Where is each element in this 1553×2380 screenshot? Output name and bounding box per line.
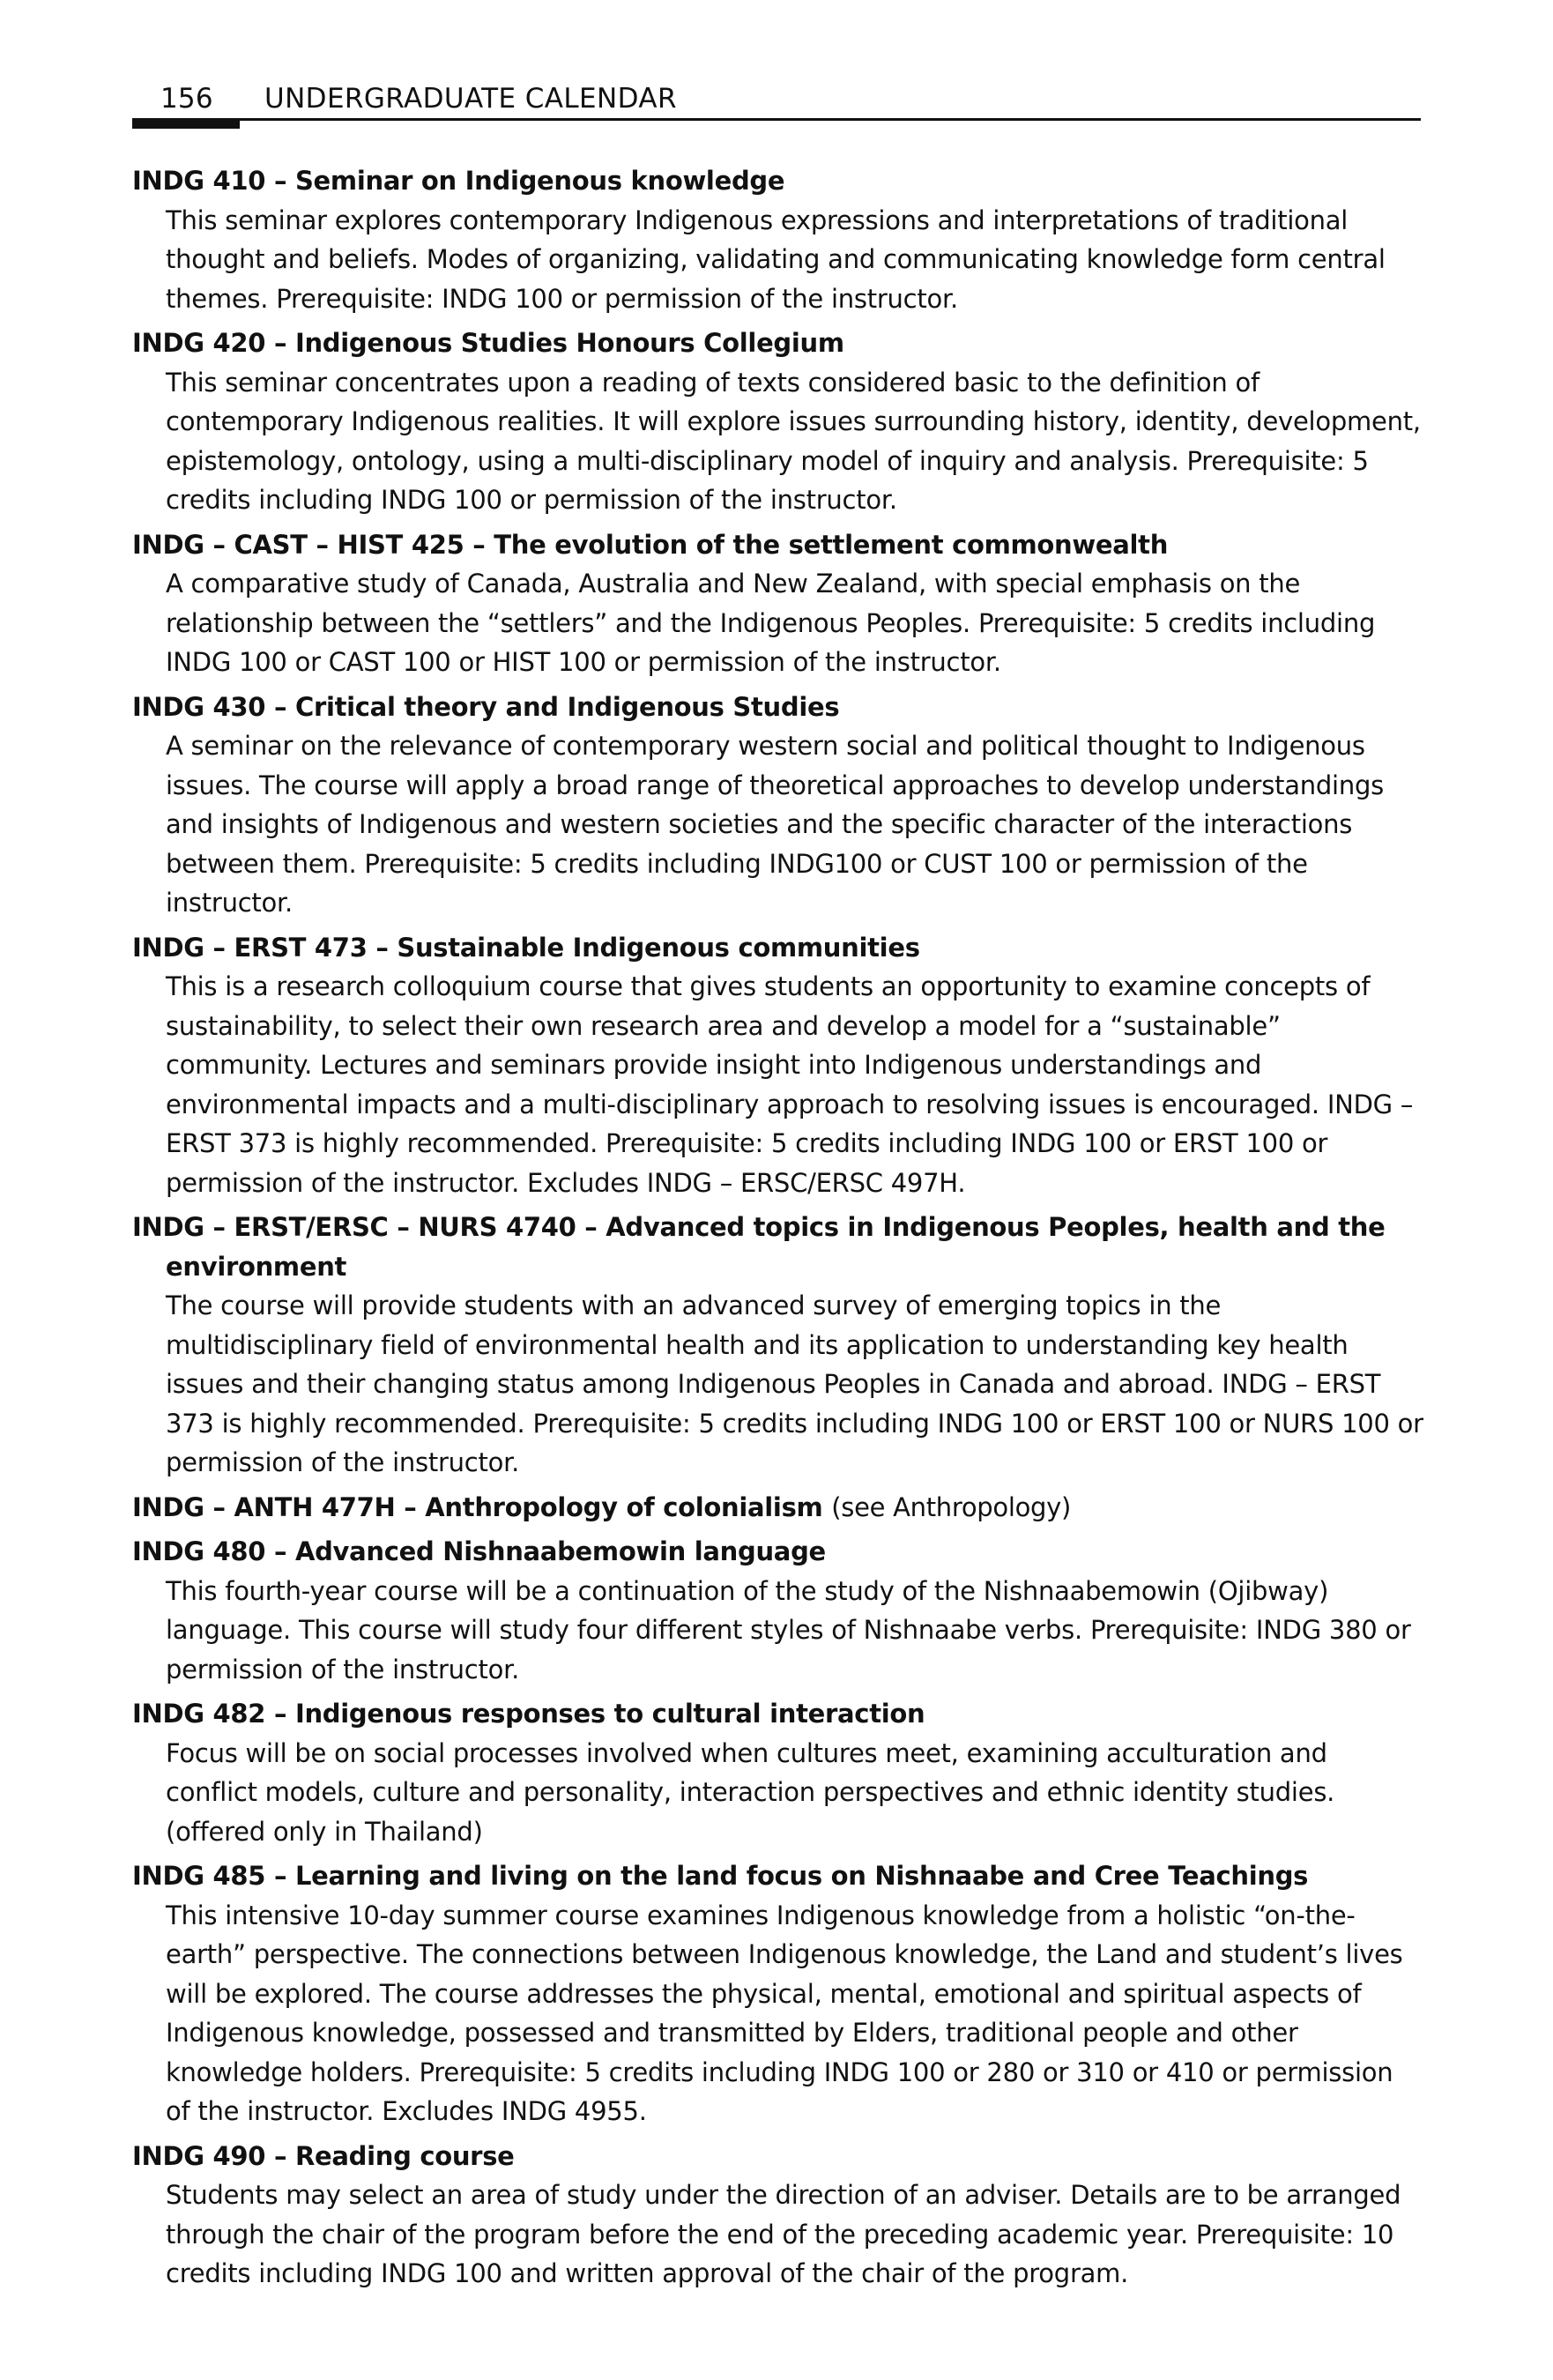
course-title: INDG – CAST – HIST 425 – The evolution of the settlement commonwealth (132, 529, 1169, 560)
course-entry-indg-425 (132, 525, 1423, 682)
course-title: INDG – ANTH 477H – Anthropology of colonialism (132, 1491, 823, 1522)
course-list (132, 161, 1423, 2299)
course-entry-indg-480 (132, 1532, 1423, 1689)
course-title-with-reference (132, 1488, 1423, 1528)
course-description: Focus will be on social processes involved when cultures meet, examining acculturation and conflict models, culture and personality, interaction perspectives and ethnic identity studies. (offered only in Thailand) (166, 1737, 1335, 1847)
course-description: This is a research colloquium course that gives students an opportunity to examine concepts of sustainability, to select their own research area and develop a model for a “sustainable” community. Lectures and seminars provide insight into Indigenous understandings and environmental impacts and a multi-disciplinary approach to resolving issues is encouraged. INDG – ERST 373 is highly recommended. Prerequisite: 5 credits including INDG 100 or ERST 100 or permission of the instructor. Excludes INDG – ERSC/ERSC 497H. (166, 971, 1414, 1198)
course-entry-indg-477h (132, 1488, 1423, 1528)
course-entry-indg-420 (132, 324, 1423, 520)
course-description: This intensive 10-day summer course examines Indigenous knowledge from a holistic “on-the-earth” perspective. The connections between Indigenous knowledge, the Land and student’s lives will be explored. The course addresses the physical, mental, emotional and spiritual aspects of Indigenous knowledge, possessed and transmitted by Elders, traditional people and other knowledge holders. Prerequisite: 5 credits including INDG 100 or 280 or 310 or 410 or permission of the instructor. Excludes INDG 4955. (166, 1900, 1403, 2126)
course-description: A comparative study of Canada, Australia and New Zealand, with special emphasis on the relationship between the “settlers” and the Indigenous Peoples. Prerequisite: 5 credits including INDG 100 or CAST 100 or HIST 100 or permission of the instructor. (166, 569, 1376, 677)
course-title: INDG – ERST/ERSC – NURS 4740 – Advanced topics in Indigenous Peoples, health and the environment (132, 1212, 1386, 1282)
course-title: INDG 485 – Learning and living on the land focus on Nishnaabe and Cree Teachings (132, 1861, 1309, 1891)
course-description: The course will provide students with an advanced survey of emerging topics in the multidisciplinary field of environmental health and its application to understanding key health issues and their changing status among Indigenous Peoples in Canada and abroad. INDG – ERST 373 is highly recommended. Prerequisite: 5 credits including INDG 100 or ERST 100 or NURS 100 or permission of the instructor. (166, 1290, 1423, 1477)
page-header (132, 81, 1421, 125)
course-title: INDG 490 – Reading course (132, 2140, 515, 2171)
course-title: INDG – ERST 473 – Sustainable Indigenous communities (132, 932, 920, 963)
course-entry-indg-482 (132, 1694, 1423, 1851)
header-rule (132, 118, 1421, 121)
header-tab-marker (132, 118, 240, 129)
course-title: INDG 482 – Indigenous responses to cultural interaction (132, 1699, 925, 1729)
course-description: This seminar explores contemporary Indigenous expressions and interpretations of traditional thought and beliefs. Modes of organizing, validating and communicating knowledge form central themes. Prerequisite: INDG 100 or permission of the instructor. (166, 205, 1386, 314)
course-entry-indg-473 (132, 928, 1423, 1203)
course-title: INDG 410 – Seminar on Indigenous knowledge (132, 166, 785, 196)
course-description: A seminar on the relevance of contemporary western social and political thought to Indigenous issues. The course will apply a broad range of theoretical approaches to develop understandings and insights of Indigenous and western societies and the specific character of the interactions between them. Prerequisite: 5 credits including INDG100 or CUST 100 or permission of the instructor. (166, 731, 1384, 918)
course-description: This seminar concentrates upon a reading of texts considered basic to the definition of contemporary Indigenous realities. It will explore issues surrounding history, identity, development, epistemology, ontology, using a multi-disciplinary model of inquiry and analysis. Prerequisite: 5 credits including INDG 100 or permission of the instructor. (166, 367, 1421, 515)
running-title: UNDERGRADUATE CALENDAR (264, 83, 677, 115)
course-entry-indg-430 (132, 688, 1423, 923)
course-description: Students may select an area of study under the direction of an adviser. Details are to be arranged through the chair of the program before the end of the preceding academic year. Prerequisite: 10 credits including INDG 100 and written approval of the chair of the program. (166, 2180, 1401, 2288)
course-title: INDG 430 – Critical theory and Indigenous Studies (132, 691, 840, 722)
course-title: INDG 420 – Indigenous Studies Honours Collegium (132, 328, 844, 358)
course-title: INDG 480 – Advanced Nishnaabemowin language (132, 1536, 826, 1566)
page-number: 156 (160, 83, 213, 115)
course-entry-indg-4740 (132, 1208, 1423, 1483)
see-also-reference: (see Anthropology) (831, 1491, 1072, 1522)
course-entry-indg-410 (132, 161, 1423, 318)
course-entry-indg-490 (132, 2137, 1423, 2294)
course-description: This fourth-year course will be a continuation of the study of the Nishnaabemowin (Ojibway) language. This course will study four different styles of Nishnaabe verbs. Prerequisite: INDG 380 or permission of the instructor. (166, 1575, 1411, 1685)
course-entry-indg-485 (132, 1856, 1423, 2131)
